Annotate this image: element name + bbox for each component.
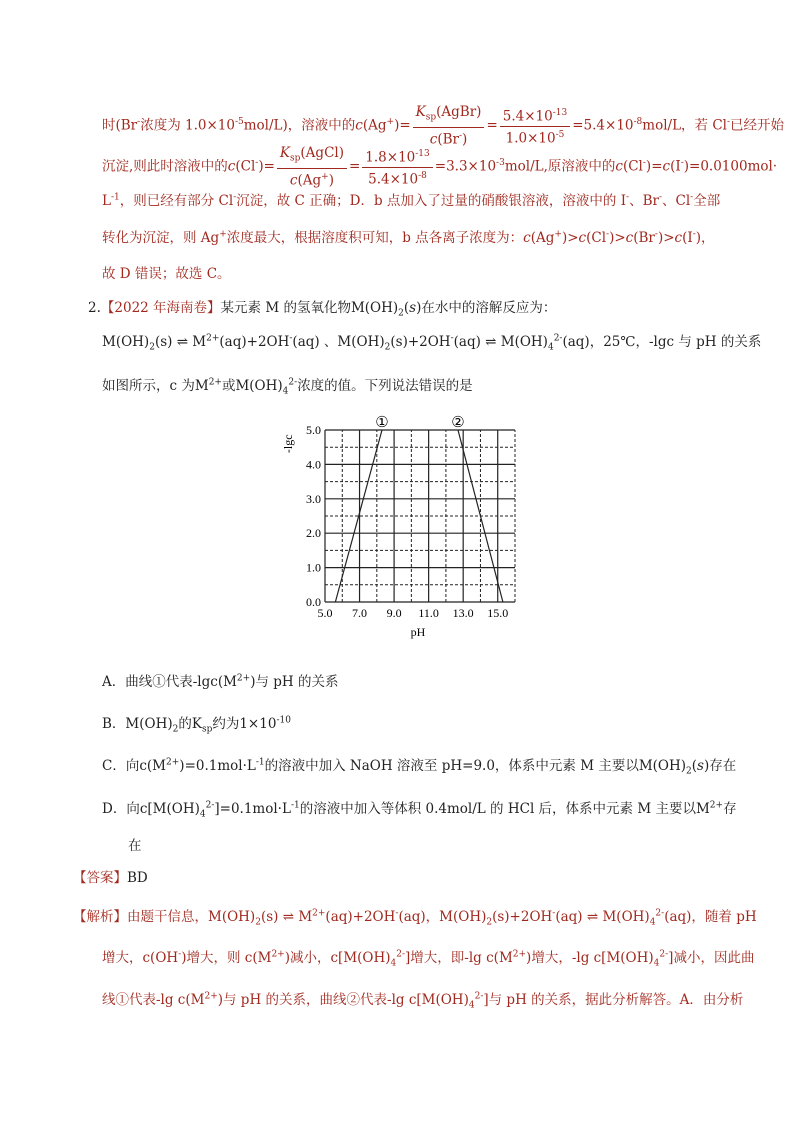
y-tick-label: 5.0 xyxy=(306,423,321,437)
y-tick-label: 4.0 xyxy=(306,457,321,472)
option-d-continued: 在 xyxy=(128,838,142,854)
x-tick-label: 5.0 xyxy=(317,606,333,620)
x-tick-label: 11.0 xyxy=(418,606,439,620)
analysis-line-3: 线①代表-lg $c(M^{2+})$与 pH 的关系，曲线②代表-lg $c[M(OH)_4^{2-}]$与 pH 的关系，据此分析解答。A．由分析 xyxy=(102,991,744,1011)
y-axis-label: -lgc xyxy=(281,434,295,454)
question-stem-line-3: 如图所示，c 为$M^{2+}$或$M(OH)_4^{2-}$浓度的值。下列说法错误的是 xyxy=(102,377,473,397)
ph-lgc-chart xyxy=(280,412,520,652)
answer-value: BD xyxy=(127,870,148,886)
option-b: B．$M(OH)_2$的$K_{sp}$约为$1\times 10^{-10}$ xyxy=(102,715,291,735)
prev-solution-line-5: 故 D 错误；故选 C。 xyxy=(102,266,231,282)
y-tick-label: 1.0 xyxy=(306,560,321,575)
x-tick-label: 13.0 xyxy=(452,606,474,620)
y-tick-label: 0.0 xyxy=(306,595,321,609)
y-tick-label: 2.0 xyxy=(306,526,321,541)
prev-solution-line-2: 沉淀,则此时溶液中的c(Cl-)= $\frac{K_{sp}(AgCl)}{c(Ag^+)}$ = $\frac{1.8\times 10^{-13}}{5.4\times 10^{-8}}$ $=3.3\times 10^{-3}mol/L$,原溶液中的c(Cl-)=c(I-)=0.0100mol· xyxy=(102,145,778,189)
prev-solution-line-1: 时(Br-浓度为 $1.0\times 10^{-5}mol/L$)，溶液中的c(Ag+)= $\frac{K_{sp}(AgBr)}{c(Br^-)}$ = $\frac{5.4\times 10^{-13}}{1.0\times 10^{-5}}$ $=5.4\times 10^{-8}mol/L$，若 Cl-已经开始 xyxy=(102,104,785,148)
prev-solution-line-3: $L^{-1}$，则已经有部分 Cl-沉淀，故 C 正确；D．b 点加入了过量的硝酸银溶液，溶液中的 I-、Br-、Cl-全部 xyxy=(102,192,721,209)
analysis-line-2: 增大，c(OH-)增大，则 $c(M^{2+})$减小，$c[M(OH)_4^{2-}]$增大，即-lg $c(M^{2+})$增大，-lg $c[M(OH)_4^{2-}]$减小，因此曲 xyxy=(102,949,755,969)
curve-1-label: ① xyxy=(375,415,389,431)
analysis-line-1: 【解析】由题干信息，$M(OH)_2(s)$ ⇌ $M^{2+}(aq)+2OH^-(aq)$，$M(OH)_2(s)+2OH^-(aq)$ ⇌ $M(OH)_4^{2-}(aq)$，随着 pH xyxy=(73,908,757,928)
x-axis-label: pH xyxy=(410,625,426,639)
answer-line: 【答案】BD xyxy=(73,870,148,886)
x-tick-label: 9.0 xyxy=(386,606,402,620)
question-2-header: 2.【2022 年海南卷】某元素 M 的氢氧化物$M(OH)_2(s)$在水中的溶解反应为： xyxy=(88,300,557,319)
x-tick-label: 7.0 xyxy=(352,606,368,620)
option-a: A．曲线①代表$-\lg c(M^{2+})$与 pH 的关系 xyxy=(102,673,339,690)
option-c: C．向$c(M^{2+})=0.1mol\cdot L^{-1}$的溶液中加入 NaOH 溶液至 pH=9.0，体系中元素 M 主要以$M(OH)_2(s)$存在 xyxy=(102,757,737,777)
prev-solution-line-4: 转化为沉淀，则 Ag+浓度最大，根据溶度积可知，b 点各离子浓度为：c(Ag+)>c(Cl-)>c(Br-)>c(I-)， xyxy=(102,229,715,246)
option-d: D．向$c[M(OH)_4^{2-}]=0.1mol\cdot L^{-1}$的溶液中加入等体积 0.4mol/L 的 HCl 后，体系中元素 M 主要以$M^{2+}$存 xyxy=(102,800,737,820)
x-tick-label: 15.0 xyxy=(487,606,509,620)
y-tick-label: 3.0 xyxy=(306,491,321,506)
question-source: 【2022 年海南卷】 xyxy=(100,300,221,316)
question-equations: $M(OH)_2(s)$ ⇌ $M^{2+}(aq)+2OH^-(aq)$ 、$M(OH)_2(s)+2OH^-(aq)$ ⇌ $M(OH)_4^{2-}(aq)$，25℃，-lgc 与 pH 的关系 xyxy=(102,333,762,353)
curve-2-label: ② xyxy=(451,415,465,431)
